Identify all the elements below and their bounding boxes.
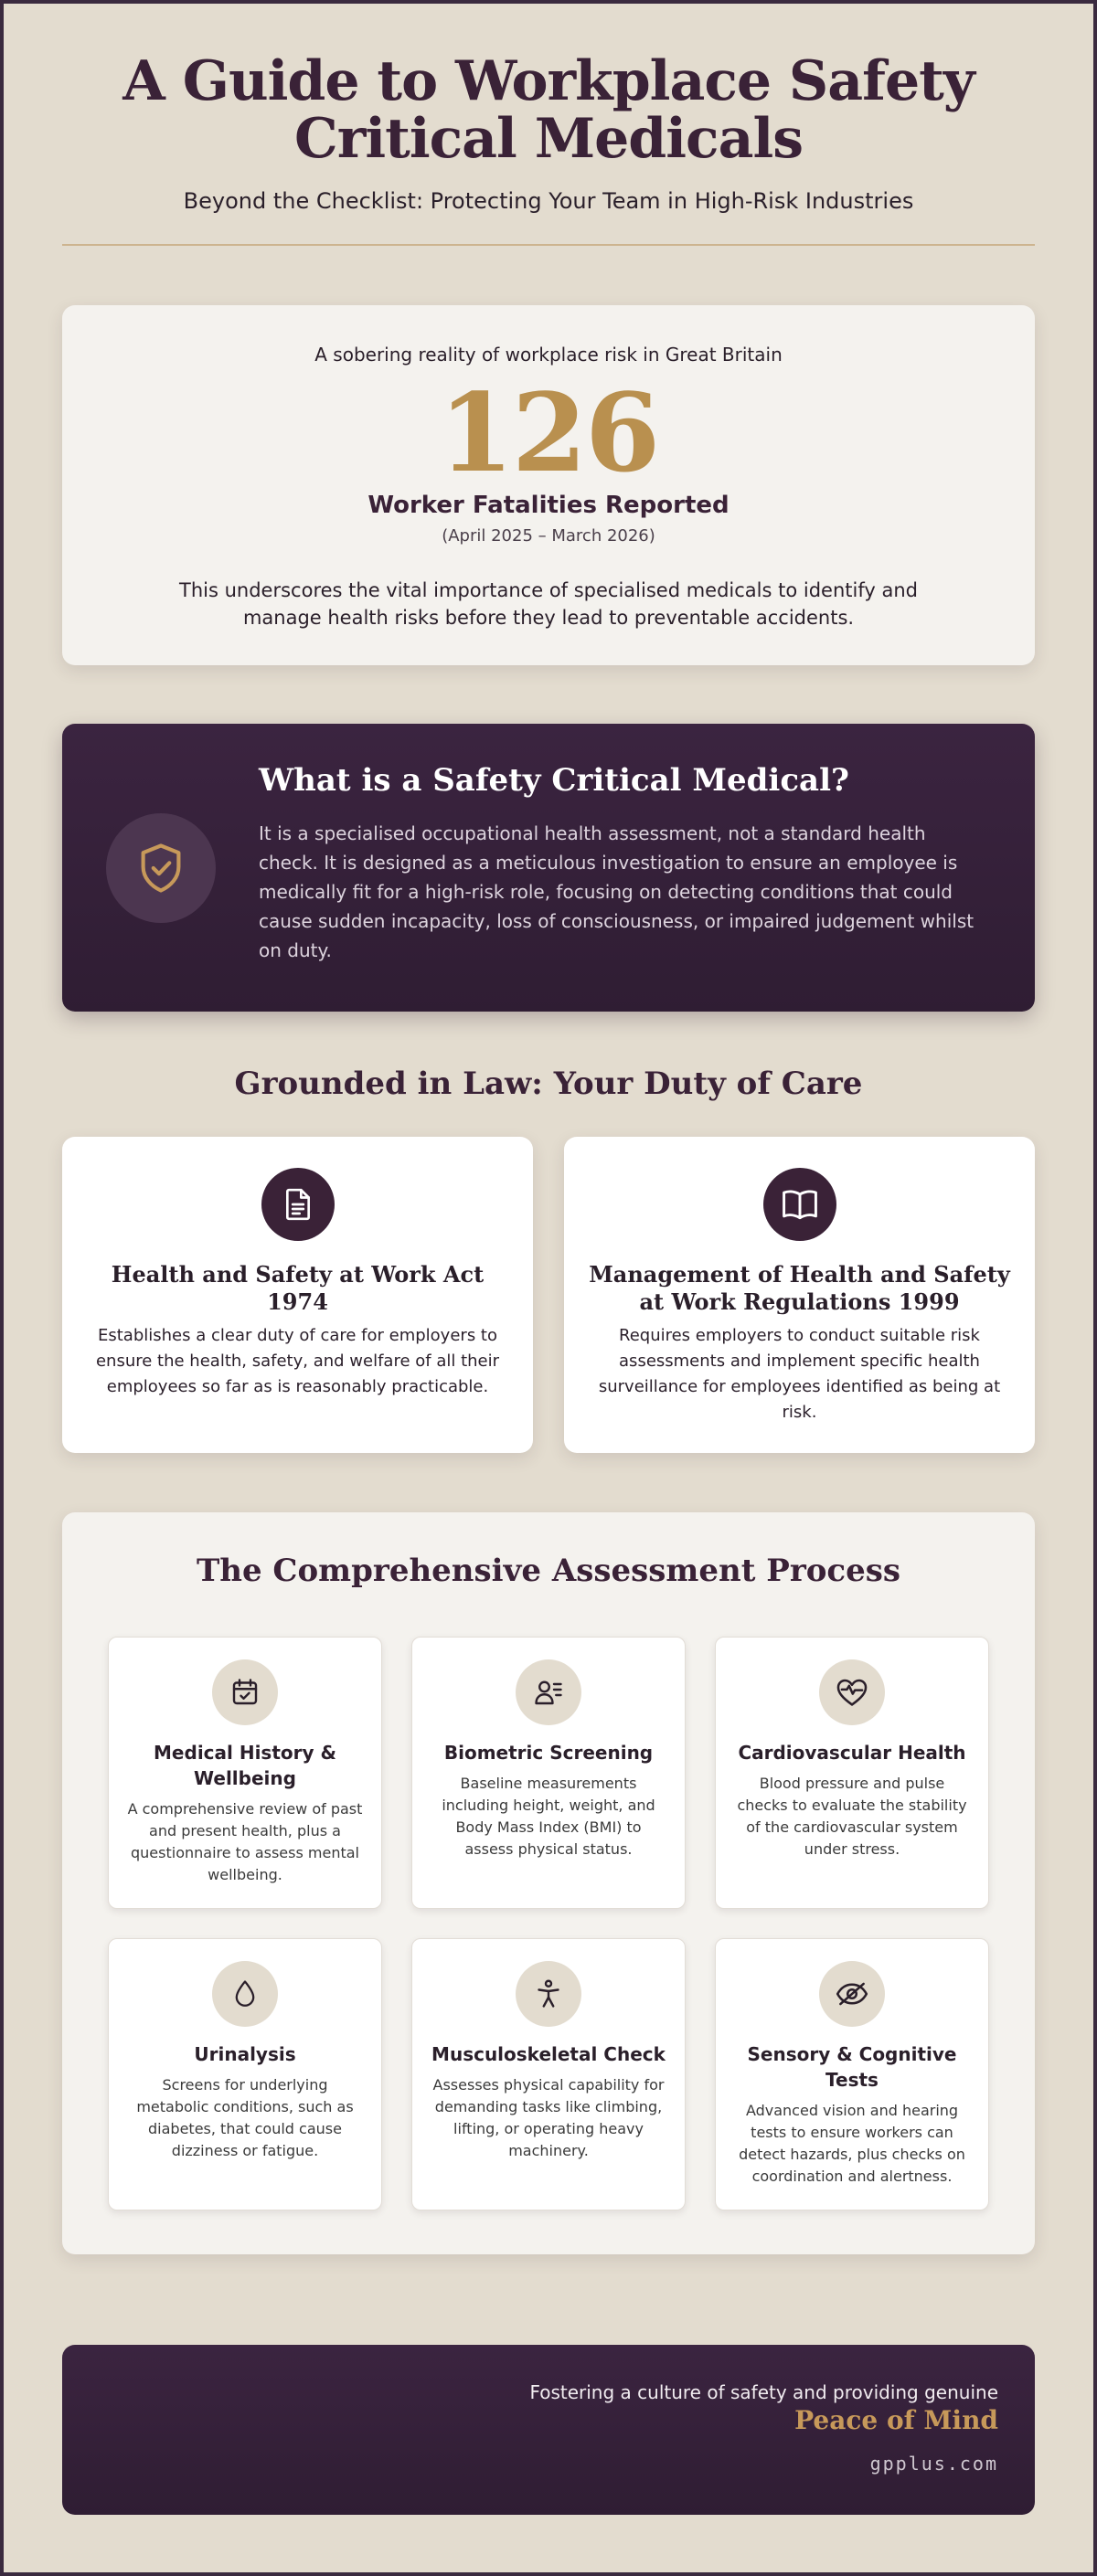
- process-heading: The Comprehensive Assessment Process: [196, 1553, 901, 1589]
- step-medical-history: [108, 1637, 382, 1909]
- step-urinalysis: [108, 1938, 382, 2210]
- step-text: Advanced vision and hearing tests to ensure workers can detect hazards, plus checks on coordination and alertness.: [739, 2102, 965, 2185]
- droplet-icon: [212, 1961, 278, 2027]
- step-text: Blood pressure and pulse checks to evaluate the stability of the cardiovascular system under stress.: [737, 1775, 967, 1858]
- law-card-text: Establishes a clear duty of care for employers to ensure the health, safety, and welfare of all their employees so far as is reasonably practicable.: [95, 1326, 500, 1396]
- definition-title: What is a Safety Critical Medical?: [259, 762, 849, 799]
- step-musculoskeletal-check: [411, 1938, 686, 2210]
- footer-site-link[interactable]: gpplus.com: [869, 2453, 998, 2475]
- page-title: [0, 49, 1097, 171]
- definition-text: It is a specialised occupational health assessment, not a standard health check. It is designed as a meticulous investigation to ensure an employee is medically fit for a high-risk role, focusing on detecting conditions that could cause sudden incapacity, loss of consciousness, or impaired judgement whilst on duty.: [259, 822, 975, 961]
- law-card-text: Requires employers to conduct suitable risk assessments and implement specific health surveillance for employees identified as being at risk.: [598, 1326, 1001, 1422]
- fatality-stat-card: [62, 305, 1035, 665]
- stat-intro: A sobering reality of workplace risk in Great Britain: [314, 344, 783, 366]
- stat-period: (April 2025 – March 2026): [442, 526, 655, 546]
- assessment-process-card: [62, 1512, 1035, 2254]
- step-text: Baseline measurements including height, weight, and Body Mass Index (BMI) to assess physical status.: [442, 1775, 655, 1858]
- footer: [62, 2345, 1035, 2515]
- law-card-title: Management of Health and Safety at Work Regulations 1999: [589, 1261, 1010, 1315]
- step-sensory-cognitive-tests: [715, 1938, 989, 2210]
- page-title-line-2: Critical Medicals: [293, 107, 804, 171]
- step-title: Cardiovascular Health: [738, 1742, 966, 1764]
- step-title: Biometric Screening: [443, 1742, 654, 1764]
- law-card-title: Health and Safety at Work Act 1974: [111, 1261, 485, 1315]
- shield-check-icon: [106, 813, 216, 923]
- header-divider: [62, 244, 1035, 246]
- page-title-line-1: A Guide to Workplace Safety: [122, 49, 975, 113]
- step-biometric-screening: [411, 1637, 686, 1909]
- stat-label: Worker Fatalities Reported: [367, 492, 730, 519]
- step-text: Assesses physical capability for demanding tasks like climbing, lifting, or operating heavy machinery.: [432, 2076, 665, 2159]
- step-text: Screens for underlying metabolic conditions, such as diabetes, that could cause dizziness or fatigue.: [136, 2076, 354, 2159]
- step-title: Medical History & Wellbeing: [154, 1742, 336, 1789]
- stat-number: 126: [438, 369, 659, 496]
- step-text: A comprehensive review of past and present health, plus a questionnaire to assess mental wellbeing.: [127, 1800, 363, 1883]
- document-icon: [261, 1168, 335, 1241]
- step-title: Sensory & Cognitive Tests: [747, 2043, 957, 2091]
- footer-highlight: Peace of Mind: [794, 2405, 998, 2435]
- open-book-icon: [763, 1168, 836, 1241]
- calendar-check-icon: [212, 1659, 278, 1725]
- step-title: Urinalysis: [194, 2043, 296, 2065]
- page-subtitle: Beyond the Checklist: Protecting Your Team in High-Risk Industries: [183, 188, 914, 214]
- heart-pulse-icon: [819, 1659, 885, 1725]
- stat-note: This underscores the vital importance of specialised medicals to identify and manage health risks before they lead to preventable accidents.: [179, 579, 918, 629]
- eye-icon: [819, 1961, 885, 2027]
- law-heading: Grounded in Law: Your Duty of Care: [234, 1065, 863, 1102]
- person-list-icon: [516, 1659, 581, 1725]
- law-card-hswa-1974: [62, 1137, 533, 1453]
- person-figure-icon: [516, 1961, 581, 2027]
- definition-card: [62, 724, 1035, 1012]
- law-card-mhsw-1999: [564, 1137, 1035, 1453]
- header: [0, 49, 1097, 214]
- step-title: Musculoskeletal Check: [431, 2043, 666, 2065]
- footer-tagline: Fostering a culture of safety and providing genuine: [529, 2381, 998, 2403]
- step-cardiovascular-health: [715, 1637, 989, 1909]
